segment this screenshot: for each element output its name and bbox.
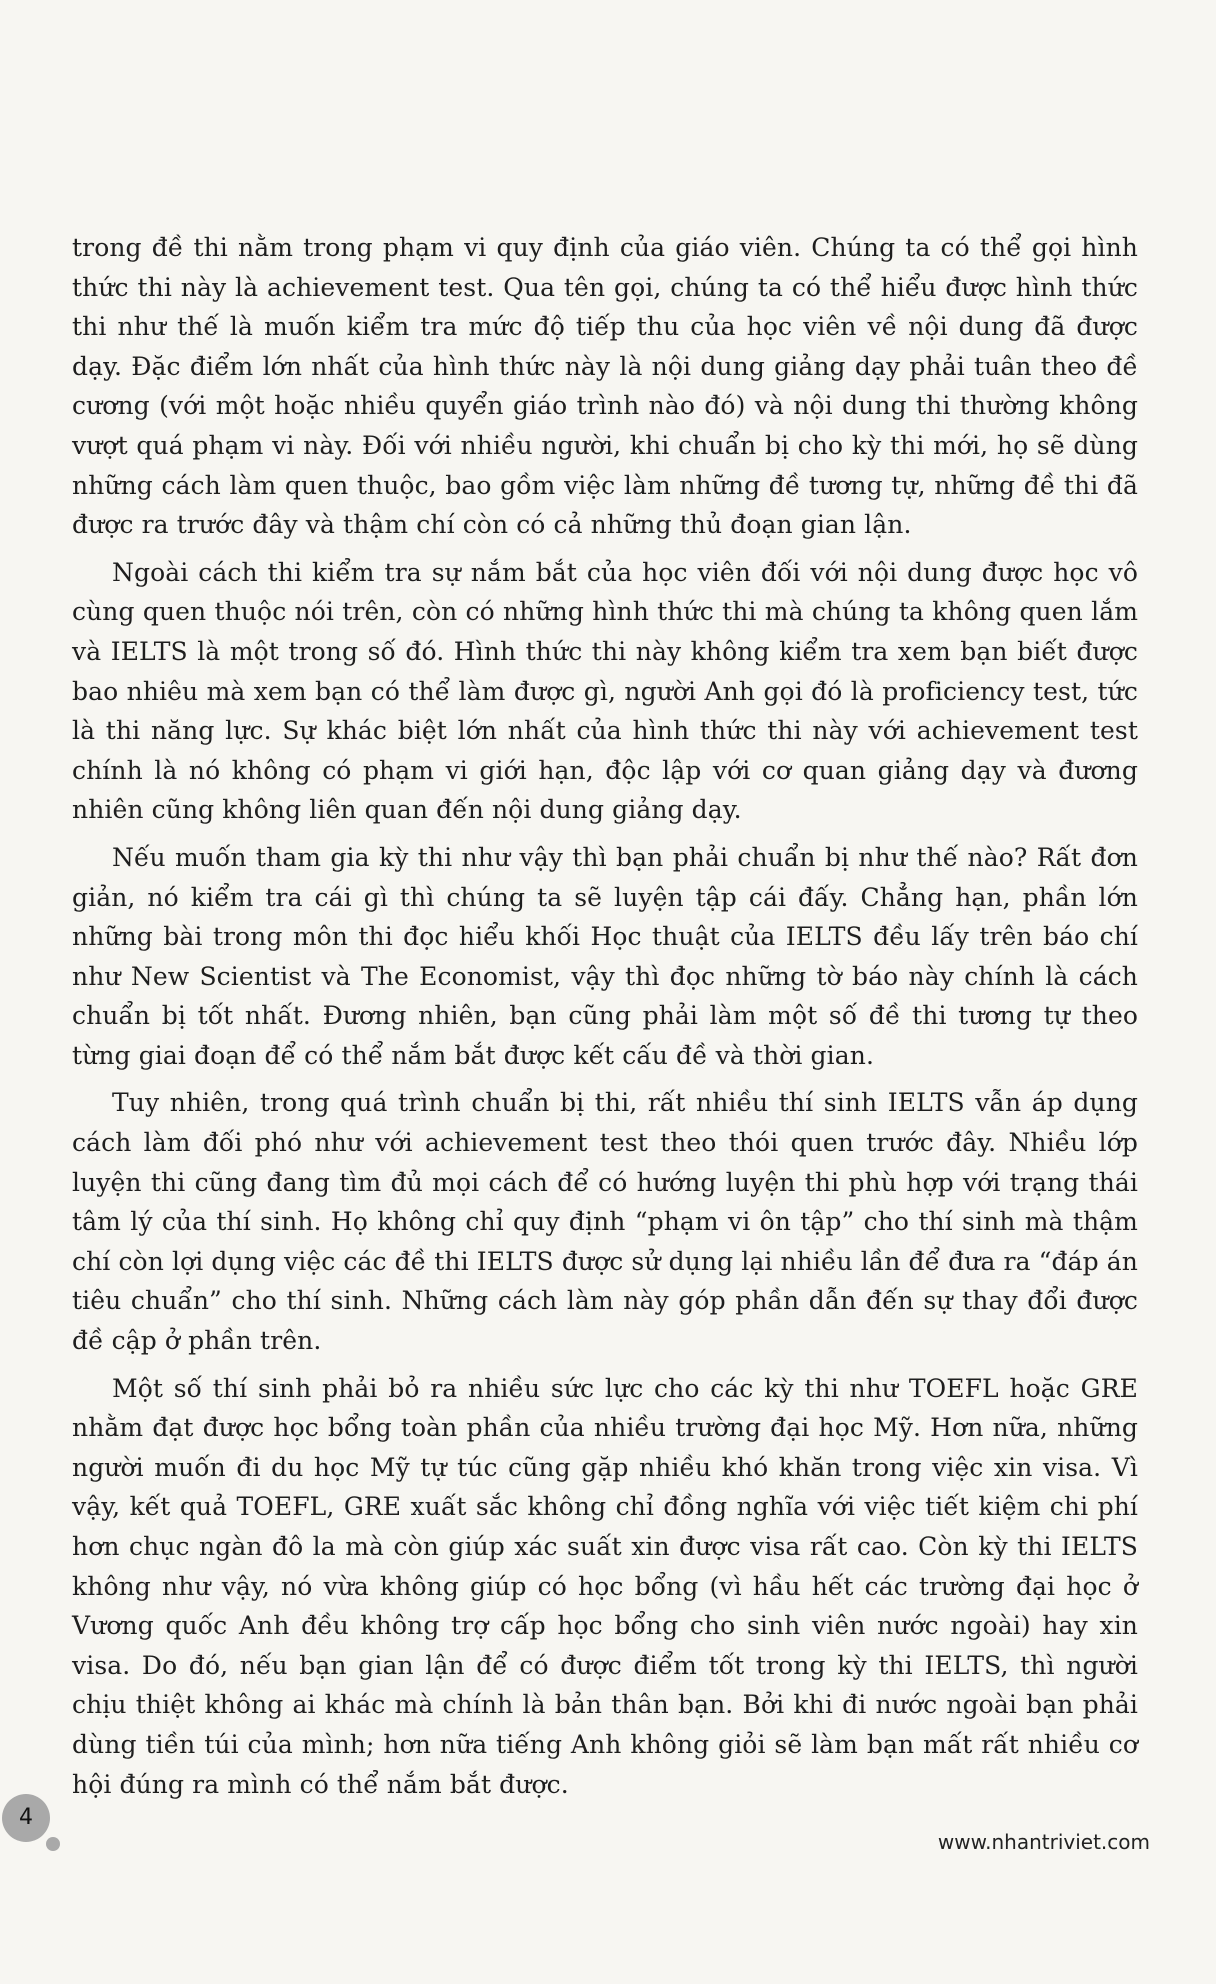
page-number: 4 bbox=[2, 1794, 50, 1842]
paragraph-5: Một số thí sinh phải bỏ ra nhiều sức lực cho các kỳ thi như TOEFL hoặc GRE nhằm đạt được học bổng toàn phần của nhiều trường đại học Mỹ. Hơn nữa, những người muốn đi du học Mỹ tự túc cũng gặp nhiều khó khăn trong việc xin visa. Vì vậy, kết quả TOEFL, GRE xuất sắc không chỉ đồng nghĩa với việc tiết kiệm chi phí hơn chục ngàn đô la mà còn giúp xác suất xin được visa rất cao. Còn kỳ thi IELTS không như vậy, nó vừa không giúp có học bổng (vì hầu hết các trường đại học ở Vương quốc Anh đều không trợ cấp học bổng cho sinh viên nước ngoài) hay xin visa. Do đó, nếu bạn gian lận để có được điểm tốt trong kỳ thi IELTS, thì người chịu thiệt không ai khác mà chính là bản thân bạn. Bởi khi đi nước ngoài bạn phải dùng tiền túi của mình; hơn nữa tiếng Anh không giỏi sẽ làm bạn mất rất nhiều cơ hội đúng ra mình có thể nắm bắt được. bbox=[72, 1373, 1138, 1799]
paragraph-4: Tuy nhiên, trong quá trình chuẩn bị thi, rất nhiều thí sinh IELTS vẫn áp dụng cách làm đối phó như với achievement test theo thói quen trước đây. Nhiều lớp luyện thi cũng đang tìm đủ mọi cách để có hướng luyện thi phù hợp với trạng thái tâm lý của thí sinh. Họ không chỉ quy định “phạm vi ôn tập” cho thí sinh mà thậm chí còn lợi dụng việc các đề thi IELTS được sử dụng lại nhiều lần để đưa ra “đáp án tiêu chuẩn” cho thí sinh. Những cách làm này góp phần dẫn đến sự thay đổi được đề cập ở phần trên. bbox=[72, 1088, 1138, 1356]
paragraph-1: trong đề thi nằm trong phạm vi quy định của giáo viên. Chúng ta có thể gọi hình thức thi này là achievement test. Qua tên gọi, chúng ta có thể hiểu được hình thức thi như thế là muốn kiểm tra mức độ tiếp thu của học viên về nội dung đã được dạy. Đặc điểm lớn nhất của hình thức này là nội dung giảng dạy phải tuân theo đề cương (với một hoặc nhiều quyển giáo trình nào đó) và nội dung thi thường không vượt quá phạm vi này. Đối với nhiều người, khi chuẩn bị cho kỳ thi mới, họ sẽ dùng những cách làm quen thuộc, bao gồm việc làm những đề tương tự, những đề thi đã được ra trước đây và thậm chí còn có cả những thủ đoạn gian lận. bbox=[72, 233, 1138, 540]
page-body bbox=[72, 228, 1138, 1804]
paragraph-2: Ngoài cách thi kiểm tra sự nắm bắt của học viên đối với nội dung được học vô cùng quen thuộc nói trên, còn có những hình thức thi mà chúng ta không quen lắm và IELTS là một trong số đó. Hình thức thi này không kiểm tra xem bạn biết được bao nhiêu mà xem bạn có thể làm được gì, người Anh gọi đó là proficiency test, tức là thi năng lực. Sự khác biệt lớn nhất của hình thức thi này với achievement test chính là nó không có phạm vi giới hạn, độc lập với cơ quan giảng dạy và đương nhiên cũng không liên quan đến nội dung giảng dạy. bbox=[72, 557, 1138, 825]
paragraph-3: Nếu muốn tham gia kỳ thi như vậy thì bạn phải chuẩn bị như thế nào? Rất đơn giản, nó kiểm tra cái gì thì chúng ta sẽ luyện tập cái đấy. Chẳng hạn, phần lớn những bài trong môn thi đọc hiểu khối Học thuật của IELTS đều lấy trên báo chí như New Scientist và The Economist, vậy thì đọc những tờ báo này chính là cách chuẩn bị tốt nhất. Đương nhiên, bạn cũng phải làm một số đề thi tương tự theo từng giai đoạn để có thể nắm bắt được kết cấu đề và thời gian. bbox=[72, 842, 1138, 1070]
page-number-decoration bbox=[46, 1837, 60, 1851]
footer-url: www.nhantriviet.com bbox=[937, 1830, 1150, 1854]
